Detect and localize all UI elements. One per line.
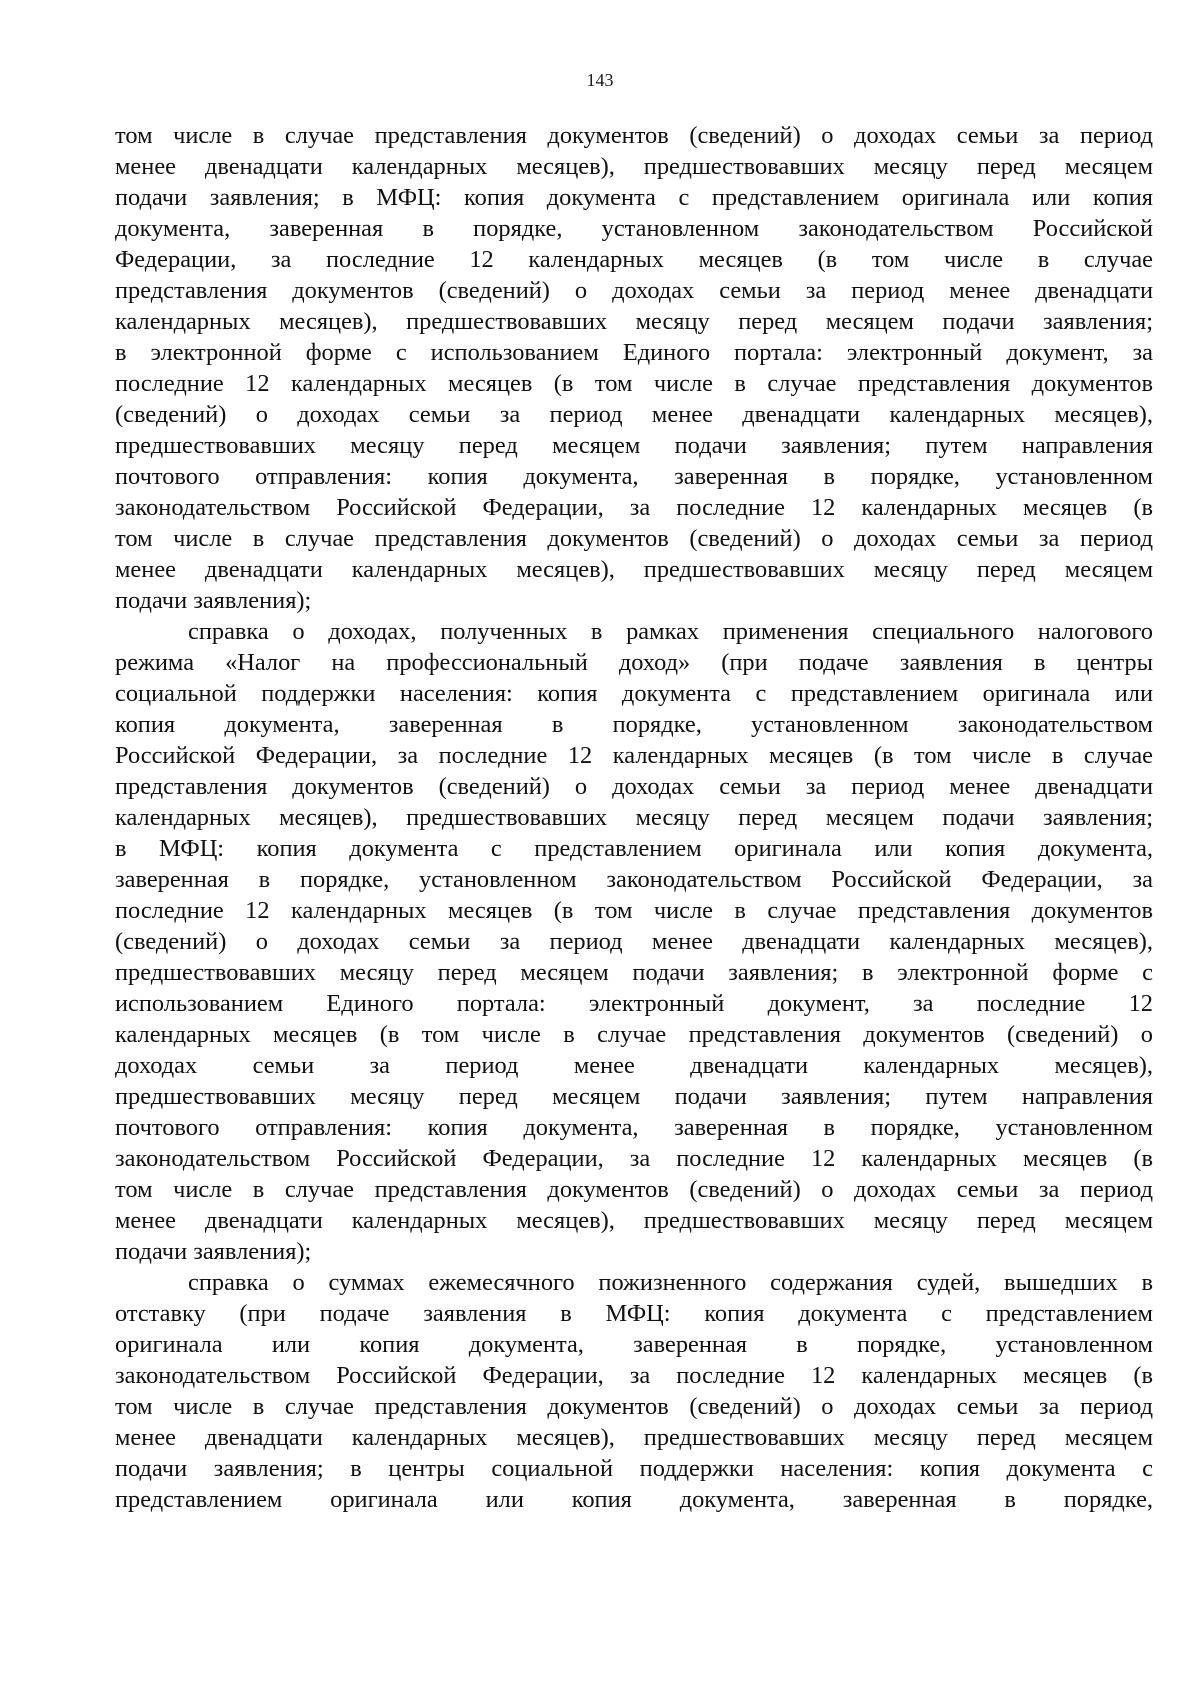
text-line: в МФЦ: копия документа с представлением оригинала или копия документа,	[115, 835, 1153, 862]
text-line: календарных месяцев), предшествовавших месяцу перед месяцем подачи заявления;	[115, 804, 1153, 831]
text-line: подачи заявления);	[115, 1238, 312, 1265]
text-line: оригинала или копия документа, заверенная в порядке, установленном	[115, 1331, 1153, 1358]
text-line: почтового отправления: копия документа, заверенная в порядке, установленном	[115, 1114, 1153, 1141]
text-line: том числе в случае представления документов (сведений) о доходах семьи за период	[115, 525, 1153, 552]
text-line: заверенная в порядке, установленном законодательством Российской Федерации, за	[115, 866, 1153, 893]
text-line: социальной поддержки населения: копия документа с представлением оригинала или	[115, 680, 1153, 707]
text-line: подачи заявления);	[115, 587, 312, 614]
text-line: доходах семьи за период менее двенадцати календарных месяцев),	[115, 1052, 1153, 1079]
text-line: предшествовавших месяцу перед месяцем подачи заявления; путем направления	[115, 432, 1153, 459]
text-line: законодательством Российской Федерации, за последние 12 календарных месяцев (в	[115, 1145, 1153, 1172]
text-line: предшествовавших месяцу перед месяцем подачи заявления; путем направления	[115, 1083, 1153, 1110]
text-line: отставку (при подаче заявления в МФЦ: копия документа с представлением	[115, 1300, 1153, 1327]
text-line: подачи заявления; в МФЦ: копия документа с представлением оригинала или копия	[115, 184, 1153, 211]
text-line: режима «Налог на профессиональный доход» (при подаче заявления в центры	[115, 649, 1153, 676]
text-line: представления документов (сведений) о доходах семьи за период менее двенадцати	[115, 277, 1153, 304]
text-line: предшествовавших месяцу перед месяцем подачи заявления; в электронной форме с	[115, 959, 1153, 986]
text-line: подачи заявления; в центры социальной поддержки населения: копия документа с	[115, 1455, 1153, 1482]
text-line: копия документа, заверенная в порядке, установленном законодательством	[115, 711, 1153, 738]
text-line: последние 12 календарных месяцев (в том числе в случае представления документов	[115, 370, 1153, 397]
text-line: менее двенадцати календарных месяцев), предшествовавших месяцу перед месяцем	[115, 153, 1153, 180]
document-body	[115, 120, 1153, 1515]
text-line: менее двенадцати календарных месяцев), предшествовавших месяцу перед месяцем	[115, 1207, 1153, 1234]
text-line: документа, заверенная в порядке, установленном законодательством Российской	[115, 215, 1153, 242]
text-line: менее двенадцати календарных месяцев), предшествовавших месяцу перед месяцем	[115, 556, 1153, 583]
text-line: в электронной форме с использованием Единого портала: электронный документ, за	[115, 339, 1153, 366]
text-line: законодательством Российской Федерации, за последние 12 календарных месяцев (в	[115, 1362, 1153, 1389]
text-line: почтового отправления: копия документа, заверенная в порядке, установленном	[115, 463, 1153, 490]
text-line: использованием Единого портала: электронный документ, за последние 12	[115, 990, 1153, 1017]
text-line: том числе в случае представления документов (сведений) о доходах семьи за период	[115, 1393, 1153, 1420]
text-line: представлением оригинала или копия документа, заверенная в порядке,	[115, 1486, 1153, 1513]
text-line: том числе в случае представления документов (сведений) о доходах семьи за период	[115, 1176, 1153, 1203]
text-line: последние 12 календарных месяцев (в том числе в случае представления документов	[115, 897, 1153, 924]
text-line: Российской Федерации, за последние 12 календарных месяцев (в том числе в случае	[115, 742, 1153, 769]
text-line: том числе в случае представления документов (сведений) о доходах семьи за период	[115, 122, 1153, 149]
text-line: календарных месяцев), предшествовавших месяцу перед месяцем подачи заявления;	[115, 308, 1153, 335]
text-line: Федерации, за последние 12 календарных месяцев (в том числе в случае	[115, 246, 1153, 273]
page-number: 143	[586, 70, 614, 90]
text-line: законодательством Российской Федерации, за последние 12 календарных месяцев (в	[115, 494, 1153, 521]
text-line: справка о суммах ежемесячного пожизненного содержания судей, вышедших в	[188, 1269, 1153, 1296]
text-line: менее двенадцати календарных месяцев), предшествовавших месяцу перед месяцем	[115, 1424, 1153, 1451]
text-line: (сведений) о доходах семьи за период менее двенадцати календарных месяцев),	[115, 928, 1153, 955]
text-line: представления документов (сведений) о доходах семьи за период менее двенадцати	[115, 773, 1153, 800]
text-line: календарных месяцев (в том числе в случае представления документов (сведений) о	[115, 1021, 1153, 1048]
text-line: (сведений) о доходах семьи за период менее двенадцати календарных месяцев),	[115, 401, 1153, 428]
text-line: справка о доходах, полученных в рамках применения специального налогового	[188, 618, 1153, 645]
